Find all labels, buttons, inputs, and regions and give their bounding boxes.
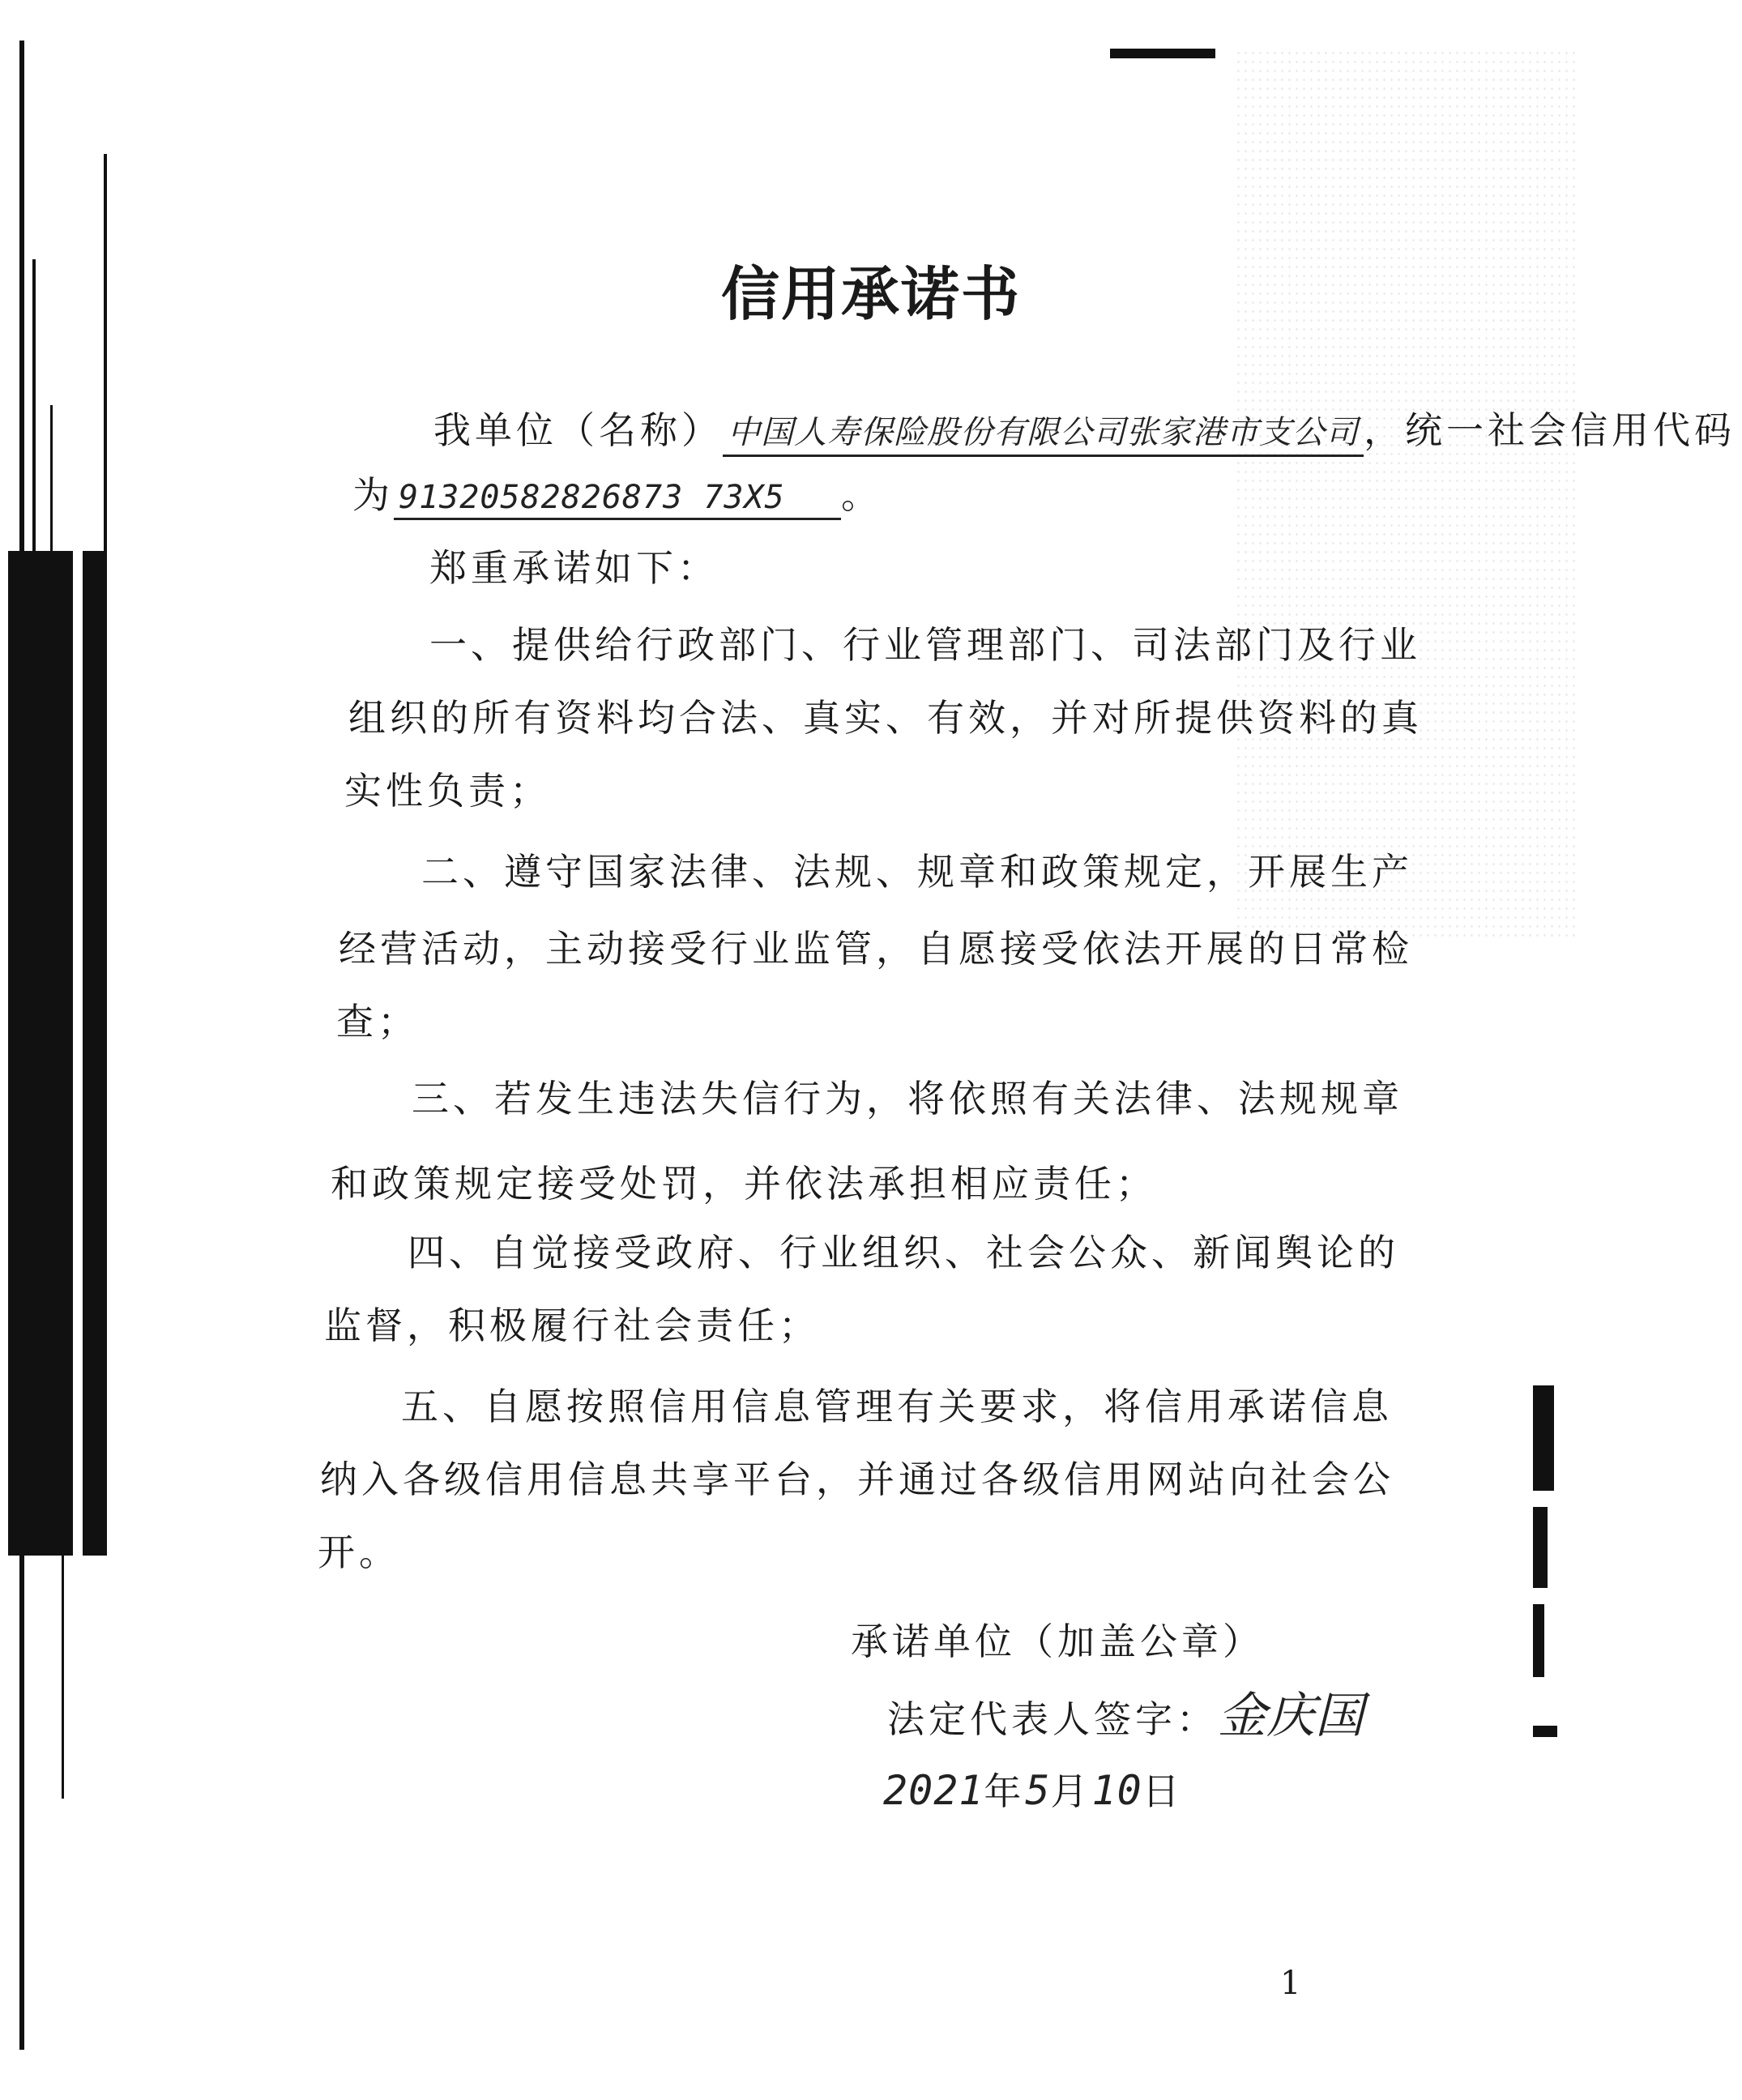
clause-2-line-2: 经营活动，主动接受行业监管，自愿接受依法开展的日常检 <box>339 927 1413 971</box>
intro-line-1 <box>433 401 1736 457</box>
scan-edge-bar <box>83 551 107 1556</box>
scan-right-mark <box>1533 1385 1554 1491</box>
legal-rep-signature: 金庆国 <box>1218 1688 1364 1744</box>
date-day: 10 <box>1091 1767 1142 1814</box>
legal-rep-label: 法定代表人签字： <box>887 1697 1218 1741</box>
scan-edge-line <box>50 405 53 1053</box>
date-month-unit: 月 <box>1050 1769 1092 1813</box>
clause-4-line-2: 监督，积极履行社会责任； <box>324 1304 820 1347</box>
clause-3-line-1: 三、若发生违法失信行为，将依照有关法律、法规规章 <box>412 1077 1403 1120</box>
scan-right-mark <box>1533 1604 1544 1677</box>
legal-rep-line <box>887 1677 1364 1747</box>
date-year: 2021 <box>883 1767 984 1814</box>
clause-5-line-2: 纳入各级信用信息共享平台，并通过各级信用网站向社会公 <box>320 1458 1394 1501</box>
clause-3-line-2: 和政策规定接受处罚，并依法承担相应责任； <box>331 1162 1157 1206</box>
clause-5-line-3: 开。 <box>318 1530 400 1574</box>
clause-1-line-3: 实性负责； <box>344 769 551 813</box>
credit-code-handwritten: 91320582826873 73X5 <box>394 479 841 520</box>
scan-right-mark <box>1533 1726 1557 1737</box>
intro-code-prefix: 为 <box>352 473 394 517</box>
page-number: 1 <box>1280 1965 1301 2002</box>
scan-edge-bar <box>8 551 73 1556</box>
intro-prefix: 我单位（名称） <box>433 408 723 452</box>
date-month: 5 <box>1025 1767 1051 1814</box>
clause-2-line-1: 二、遵守国家法律、法规、规章和政策规定，开展生产 <box>421 850 1413 894</box>
scan-right-mark <box>1533 1507 1548 1588</box>
clause-2-line-3: 查； <box>336 1000 419 1044</box>
clause-1-line-1: 一、提供给行政部门、行业管理部门、司法部门及行业 <box>429 623 1421 667</box>
date-line <box>883 1762 1184 1816</box>
intro-middle: ，统一社会信用代码 <box>1364 408 1736 452</box>
clause-5-line-1: 五、自愿按照信用信息管理有关要求，将信用承诺信息 <box>401 1385 1393 1428</box>
declare-line: 郑重承诺如下： <box>429 546 719 590</box>
document-title: 信用承诺书 <box>720 260 1021 328</box>
date-year-unit: 年 <box>984 1769 1026 1813</box>
scan-edge-line <box>62 1556 64 1799</box>
commitment-unit: 承诺单位（加盖公章） <box>851 1620 1264 1663</box>
scan-top-mark <box>1110 49 1215 58</box>
date-day-unit: 日 <box>1142 1769 1184 1813</box>
scan-edge-line <box>19 41 24 2050</box>
scan-edge-line <box>32 259 36 1069</box>
scan-noise <box>1235 49 1575 940</box>
intro-code-suffix: 。 <box>841 473 882 517</box>
company-name-handwritten: 中国人寿保险股份有限公司张家港市支公司 <box>723 407 1364 457</box>
scan-edge-line <box>104 154 107 575</box>
clause-4-line-1: 四、自觉接受政府、行业组织、社会公众、新闻舆论的 <box>408 1231 1399 1274</box>
clause-1-line-2: 组织的所有资料均合法、真实、有效，并对所提供资料的真 <box>348 696 1423 740</box>
intro-line-2 <box>352 466 882 520</box>
